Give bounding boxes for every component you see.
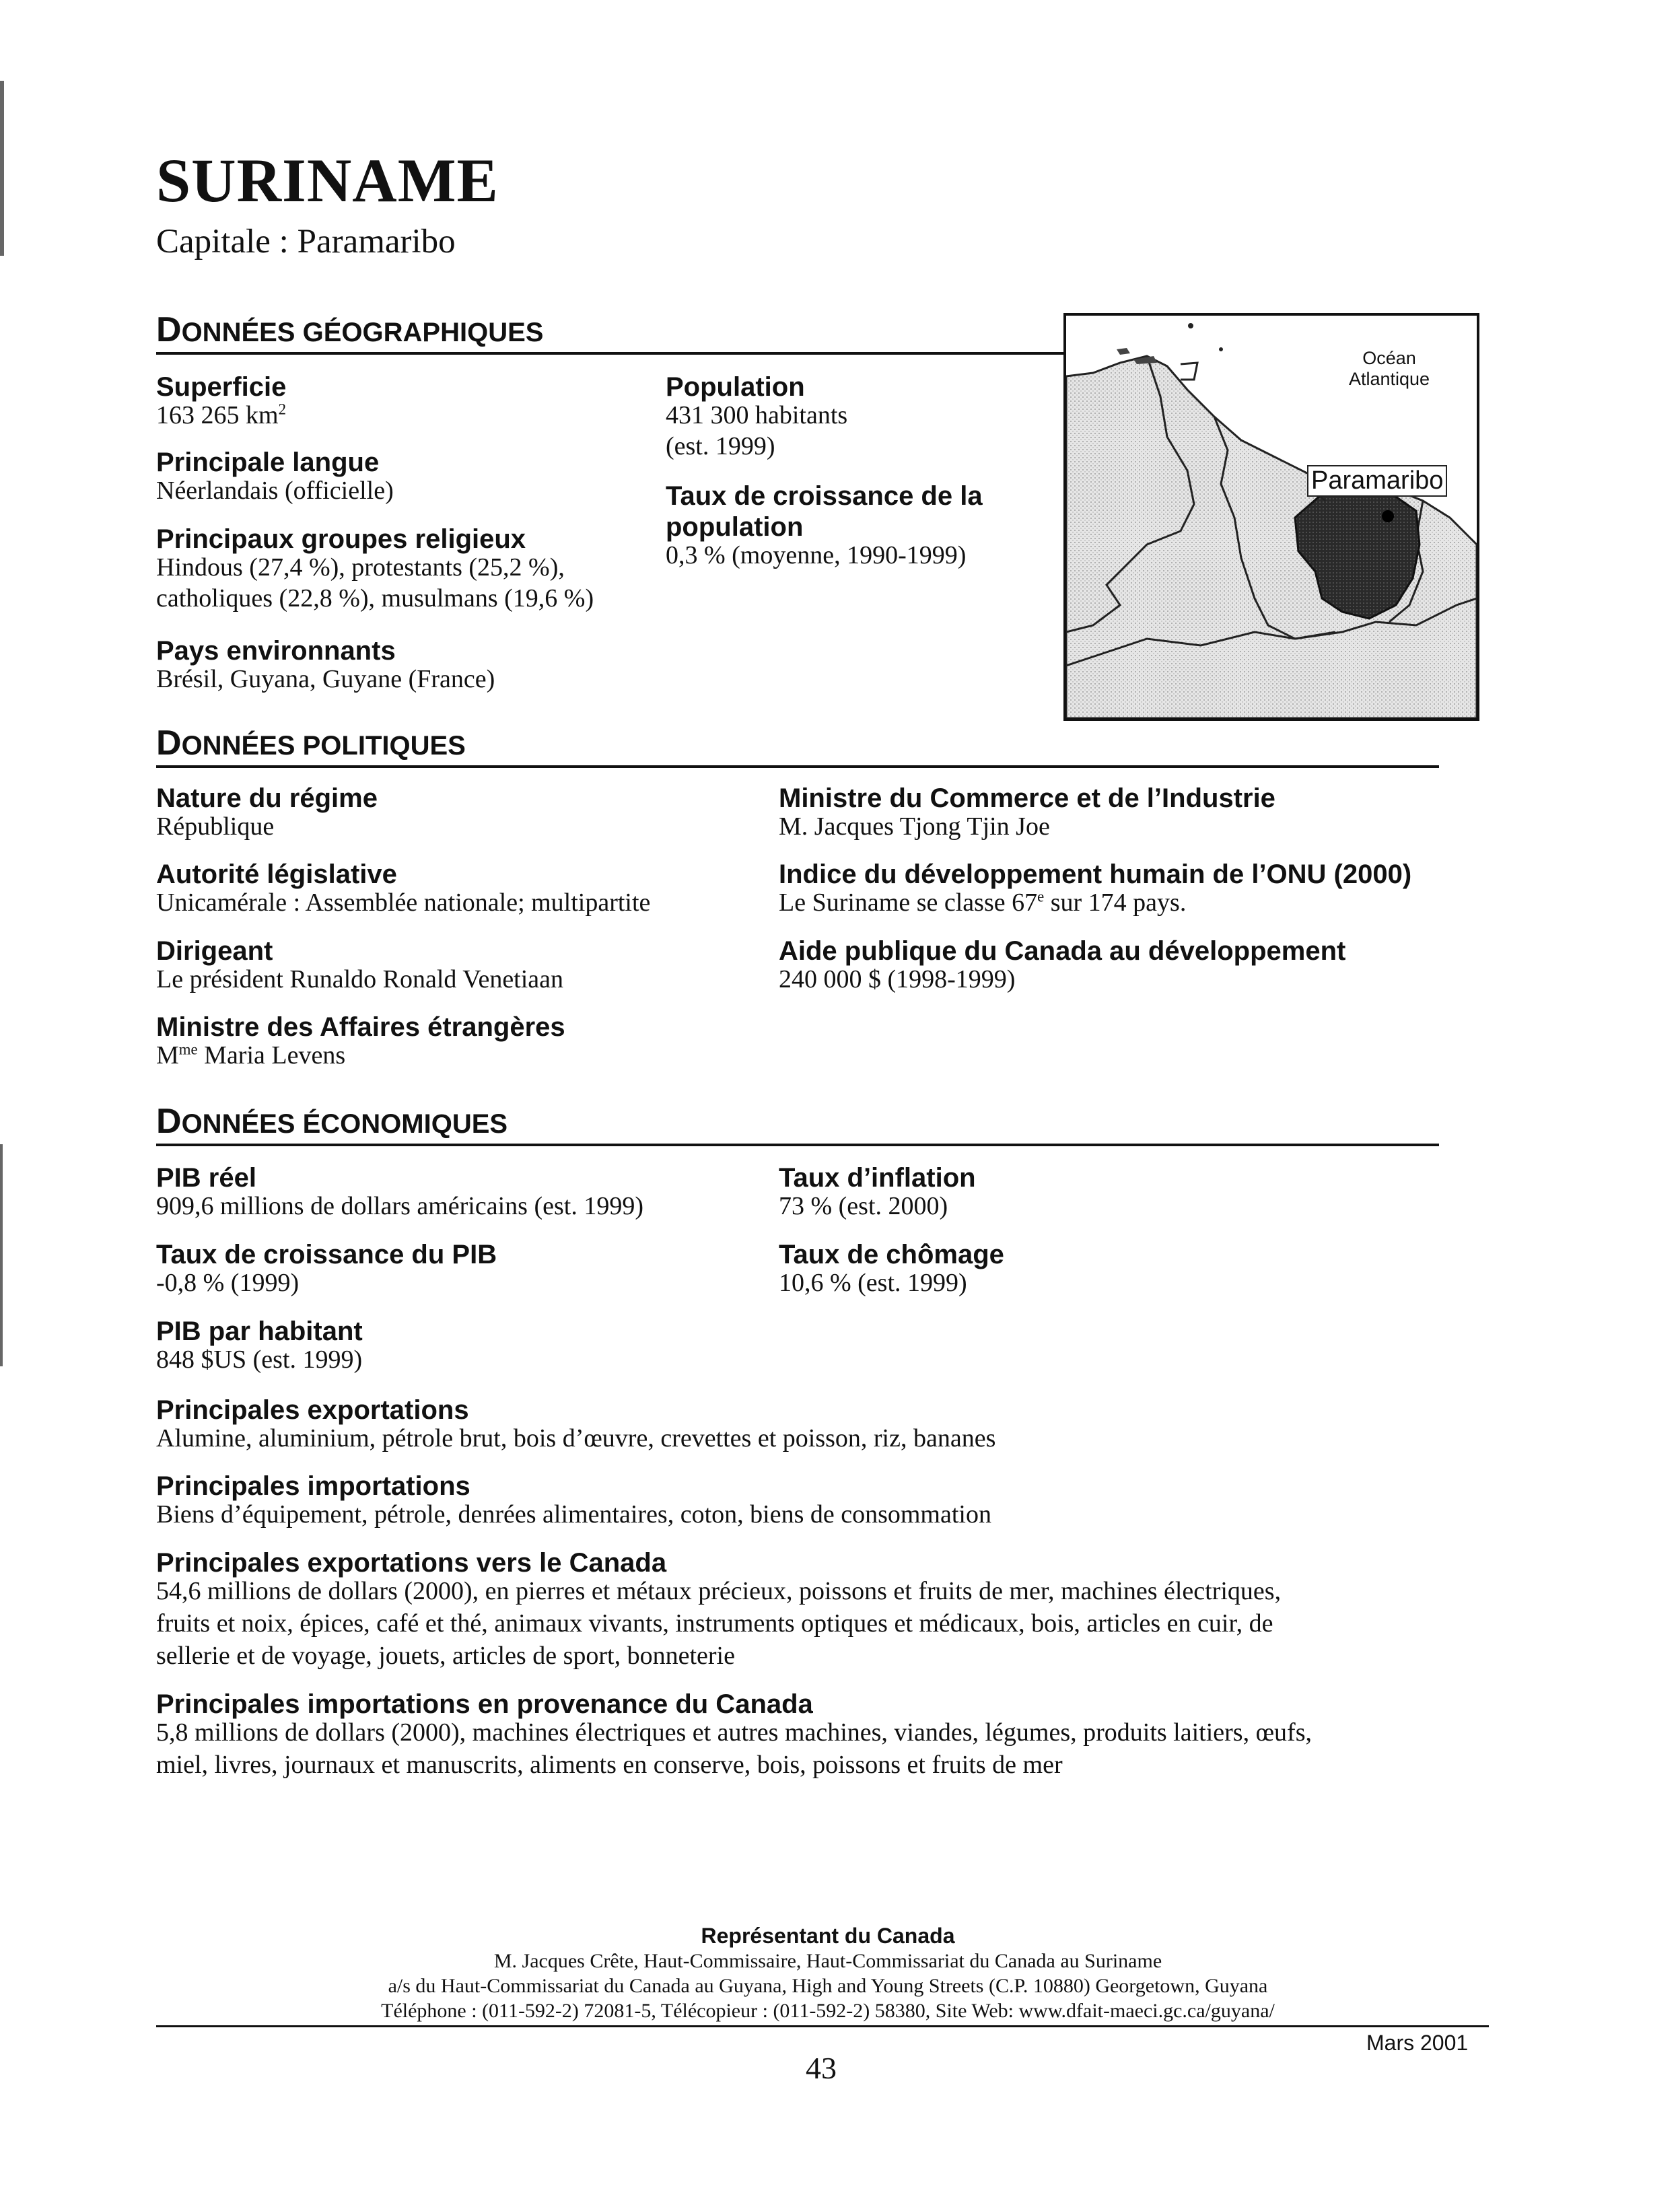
exports-label: Principales exportations — [156, 1395, 469, 1425]
capital-subtitle: Capitale : Paramaribo — [156, 223, 456, 260]
superficie-label: Superficie — [156, 372, 287, 402]
pib-hab-value: 848 $US (est. 1999) — [156, 1345, 363, 1374]
imports-label: Principales importations — [156, 1471, 470, 1501]
croissance-label-line1: Taux de croissance de la — [666, 481, 983, 511]
footer-line1: M. Jacques Crête, Haut-Commissaire, Haut-Commissariat du Canada au Suriname — [493, 1950, 1162, 1972]
island-dot — [1219, 347, 1223, 351]
scan-edge — [0, 1144, 3, 1366]
autorite-label: Autorité législative — [156, 860, 397, 889]
coast-mark — [1117, 348, 1130, 355]
idh-value: Le Suriname se classe 67e sur 174 pays. — [779, 888, 1187, 917]
scan-edge — [0, 81, 4, 256]
suriname-map — [1063, 313, 1479, 721]
pib-value: 909,6 millions de dollars américains (est. 1999) — [156, 1192, 643, 1220]
regime-value: République — [156, 812, 275, 841]
section-title-geo: DONNÉES GÉOGRAPHIQUES — [156, 310, 544, 349]
idh-label: Indice du développement humain de l’ONU (2000) — [779, 860, 1412, 889]
langue-label: Principale langue — [156, 448, 380, 477]
dirigeant-label: Dirigeant — [156, 936, 273, 966]
exp-canada-label: Principales exportations vers le Canada — [156, 1548, 667, 1578]
religions-value-line1: Hindous (27,4 %), protestants (25,2 %), — [156, 553, 565, 582]
page-title: SURINAME — [156, 146, 499, 215]
pib-hab-label: PIB par habitant — [156, 1317, 363, 1346]
ministre-ae-label: Ministre des Affaires étrangères — [156, 1012, 565, 1042]
croissance-value: 0,3 % (moyenne, 1990-1999) — [666, 541, 967, 569]
island-dot — [1188, 323, 1193, 328]
ministre-ci-label: Ministre du Commerce et de l’Industrie — [779, 783, 1275, 813]
imp-canada-line1: 5,8 millions de dollars (2000), machines électriques et autres machines, viandes, légumes, produits laitiers, œufs, — [156, 1718, 1312, 1747]
city-label-paramaribo: Paramaribo — [1307, 465, 1447, 497]
section-title-pol: DONNÉES POLITIQUES — [156, 724, 466, 763]
exports-value: Alumine, aluminium, pétrole brut, bois d’œuvre, crevettes et poisson, riz, bananes — [156, 1424, 996, 1452]
exp-canada-line3: sellerie et de voyage, jouets, articles de sport, bonneterie — [156, 1642, 735, 1670]
ministre-ae-value: $M^{me}$ Maria Levens — [156, 1041, 346, 1070]
pays-value: Brésil, Guyana, Guyane (France) — [156, 665, 495, 693]
inflation-label: Taux d’inflation — [779, 1163, 976, 1193]
section-rule — [156, 765, 1439, 768]
representative-title: Représentant du Canada — [701, 1924, 955, 1948]
footer-line2: a/s du Haut-Commissariat du Canada au Guyana, High and Young Streets (C.P. 10880) Georgetown, Guyana — [388, 1975, 1268, 1997]
aide-label: Aide publique du Canada au développement — [779, 936, 1346, 966]
paramaribo-dot — [1382, 510, 1394, 522]
ocean-label: Océan Atlantique — [1348, 348, 1430, 389]
dirigeant-value: Le président Runaldo Ronald Venetiaan — [156, 965, 564, 993]
superficie-value: 163 265 $km^2$ — [156, 400, 286, 429]
footer-date: Mars 2001 — [1366, 2031, 1469, 2055]
pib-label: PIB réel — [156, 1163, 256, 1193]
coast-mark — [1181, 363, 1197, 380]
religions-value-line2: catholiques (22,8 %), musulmans (19,6 %) — [156, 584, 594, 612]
population-label: Population — [666, 372, 805, 402]
croissance-label-line2: population — [666, 512, 804, 542]
section-rule — [156, 352, 1065, 355]
croissance-pib-label: Taux de croissance du PIB — [156, 1240, 497, 1269]
imports-value: Biens d’équipement, pétrole, denrées alimentaires, coton, biens de consommation — [156, 1500, 991, 1529]
exp-canada-line1: 54,6 millions de dollars (2000), en pierres et métaux précieux, poissons et fruits de mer, machines électriques, — [156, 1577, 1282, 1605]
population-estimate: (est. 1999) — [666, 432, 775, 460]
inflation-value: 73 % (est. 2000) — [779, 1192, 948, 1220]
exp-canada-line2: fruits et noix, épices, café et thé, animaux vivants, instruments optiques et médicaux, bois, articles en cuir, de — [156, 1609, 1273, 1638]
footer-rule — [156, 2025, 1489, 2027]
page-number: 43 — [806, 2051, 837, 2085]
autorite-value: Unicamérale : Assemblée nationale; multipartite — [156, 888, 651, 917]
imp-canada-label: Principales importations en provenance du Canada — [156, 1689, 813, 1719]
pays-label: Pays environnants — [156, 636, 396, 666]
section-rule — [156, 1144, 1439, 1146]
population-value: 431 300 habitants — [666, 401, 848, 429]
langue-value: Néerlandais (officielle) — [156, 477, 394, 505]
chomage-value: 10,6 % (est. 1999) — [779, 1269, 967, 1297]
chomage-label: Taux de chômage — [779, 1240, 1004, 1269]
croissance-pib-value: -0,8 % (1999) — [156, 1269, 300, 1297]
imp-canada-line2: miel, livres, journaux et manuscrits, aliments en conserve, bois, poissons et fruits de mer — [156, 1751, 1063, 1779]
regime-label: Nature du régime — [156, 783, 378, 813]
aide-value: 240 000 $ (1998-1999) — [779, 965, 1016, 993]
footer-line3: Téléphone : (011-592-2) 72081-5, Télécopieur : (011-592-2) 58380, Site Web: www.dfait-maeci.gc.ca/guyana/ — [381, 2000, 1275, 2022]
section-title-eco: DONNÉES ÉCONOMIQUES — [156, 1102, 508, 1141]
religions-label: Principaux groupes religieux — [156, 524, 526, 554]
ministre-ci-value: M. Jacques Tjong Tjin Joe — [779, 812, 1050, 841]
